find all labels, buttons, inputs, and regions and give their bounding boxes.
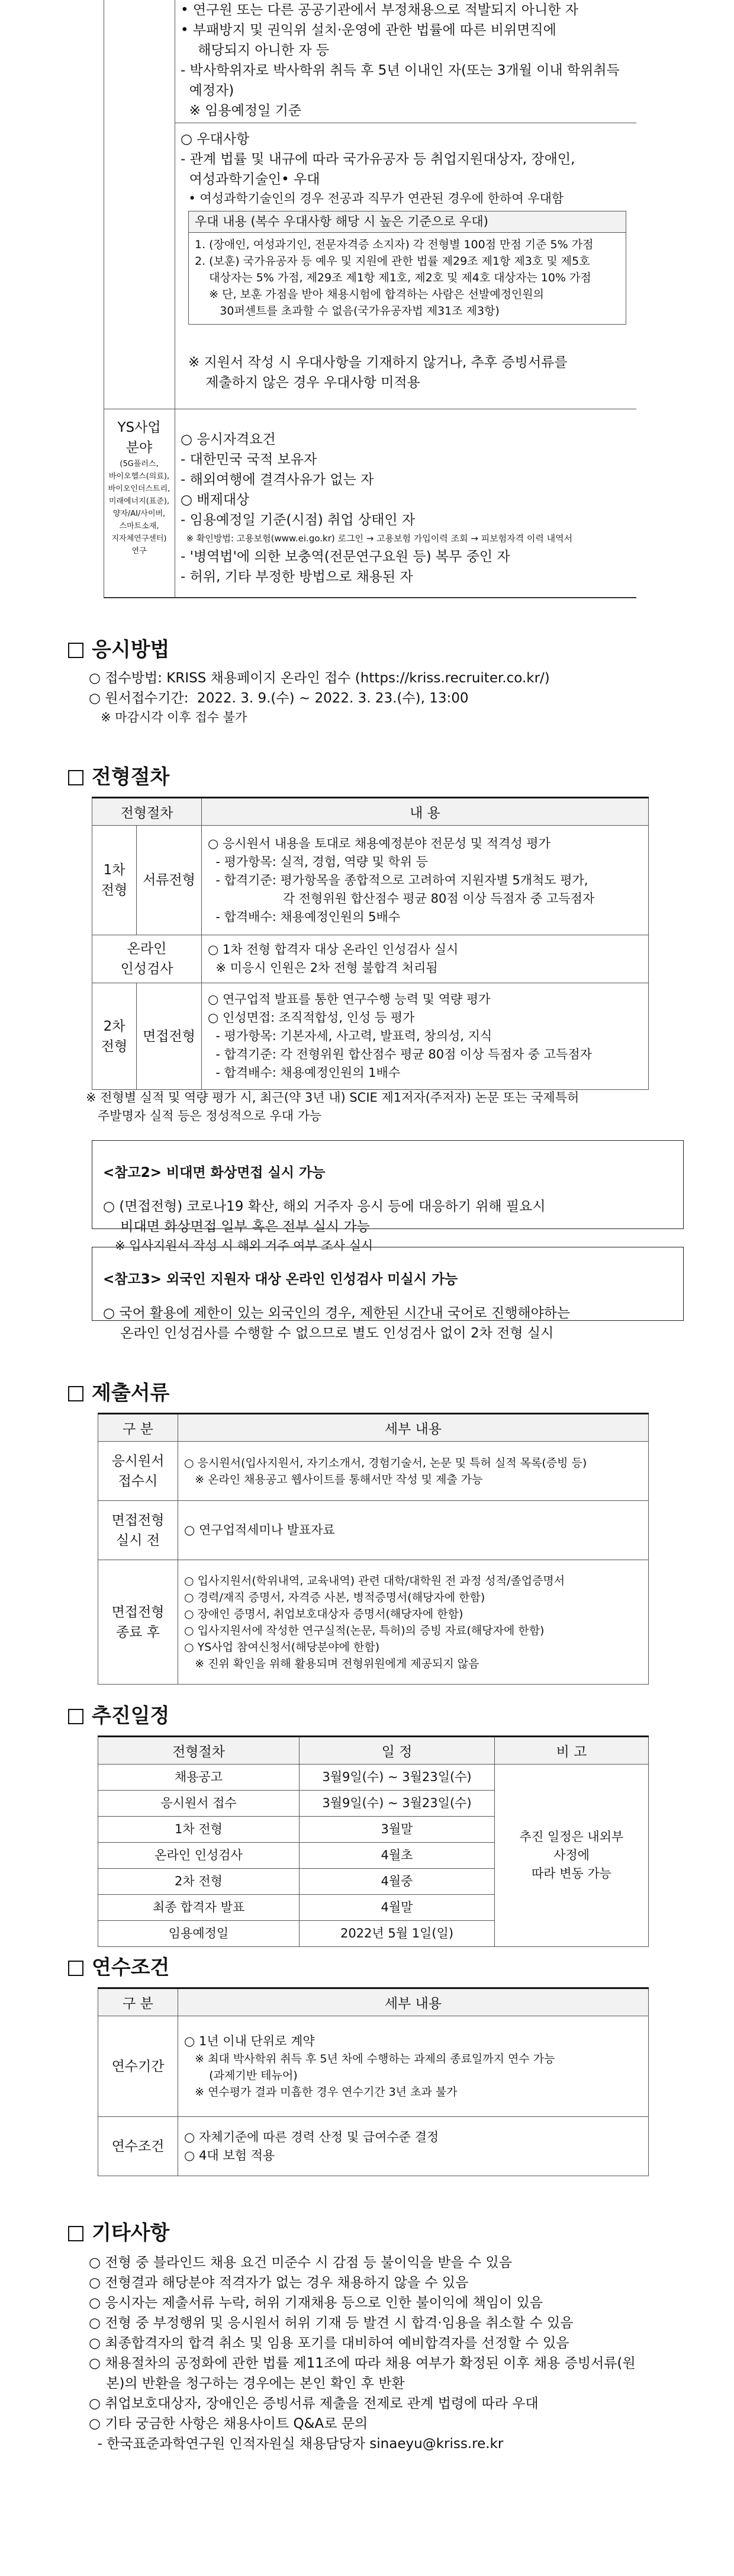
reference-box-3 (92, 1247, 684, 1341)
text-line: - 합격기준: 평가항목을 종합적으로 고려하여 지원자별 5개척도 평가, (208, 872, 588, 887)
text-line: ○ 전형 중 블라인드 채용 요건 미준수 시 감점 등 불이익을 받을 수 있음 (89, 2255, 512, 2270)
text-line: 면접전형 (143, 1028, 195, 1044)
text-line: ○ 취업보호대상자, 장애인은 증빙서류 제출을 전제로 관계 법령에 따라 우대 (89, 2396, 539, 2411)
text-line: 인성검사 (120, 961, 173, 977)
preference-section (181, 129, 575, 208)
checkbox-square-icon (68, 1709, 83, 1724)
text-line: ○ 인성면접: 조직적합성, 인성 등 평가 (208, 1010, 415, 1025)
text-line: 실시 전 (116, 1532, 160, 1548)
reference-title: <참고2> 비대면 화상면접 실시 가능 (103, 1165, 326, 1180)
text-line: 지자체연구센터) (111, 534, 167, 543)
qualification-table (0, 0, 734, 598)
qualification-lines (181, 0, 620, 121)
text-line: ※ 진위 확인을 위해 활용되며 전형위원에게 제공되지 않음 (184, 1657, 479, 1670)
text-line: - 합격기준: 각 전형위원 합산점수 평균 80점 이상 득점자 중 고득점자 (208, 1047, 592, 1061)
table-cell: 4월초 (300, 1843, 495, 1869)
text-line: - '병역법'에 의한 보충역(전문연구요원 등) 복무 중인 자 (181, 549, 510, 564)
text-line: ※ 확인방법: 고용보험(www.ei.go.kr) 로그인 → 고용보험 가입이력 조회 → 피보험자격 이력 내역서 (181, 533, 573, 544)
text-line: ○ 응시원서(입사지원서, 자기소개서, 경험기술서, 논문 및 특허 실적 목록(증빙 등) (184, 1456, 587, 1470)
text-line: 종료 후 (116, 1624, 160, 1640)
text-line: ※ 미응시 인원은 2차 전형 불합격 처리됨 (208, 961, 438, 975)
text-line: - 관계 법률 및 내규에 따라 국가유공자 등 취업지원대상자, 장애인, (181, 152, 575, 167)
text-line: - 평가항목: 실적, 경험, 역량 및 학위 등 (208, 854, 429, 869)
text-line: ○ 응시자격요건 (181, 432, 276, 447)
text-line: 전형 (101, 883, 128, 898)
reference-box-2 (92, 1140, 684, 1253)
table-row (98, 1765, 649, 1791)
section-title-terms (68, 1955, 169, 1981)
schedule-table (98, 1735, 649, 1947)
section-title-text: 추진일정 (92, 1704, 170, 1728)
ys-lines (181, 429, 572, 587)
table-cell: 임용예정일 (98, 1921, 300, 1947)
text-line: ○ 연구업적 발표를 통한 연구수행 능력 및 역량 평가 (208, 992, 491, 1006)
text-line: YS사업 (117, 420, 161, 435)
text-line: - 대한민국 국적 보유자 (181, 452, 317, 467)
text-line: ○ 연구업적세미나 발표자료 (184, 1523, 335, 1537)
text-line: 바이오헬스(의료), (108, 472, 170, 481)
table-cell: 4월중 (300, 1869, 495, 1895)
text-line: 주발명자 실적 등은 정성적으로 우대 가능 (86, 1109, 322, 1123)
table-cell: 1차 전형 (98, 1817, 300, 1843)
type-cell (137, 826, 202, 935)
table-header: 내 용 (202, 798, 649, 826)
text-line: ○ 경력/재직 증명서, 자격증 사본, 병적증명서(해당자에 한함) (184, 1590, 485, 1604)
text-line: ○ 최종합격자의 합격 취소 및 임용 포기를 대비하여 예비합격자를 선정할 수 있음 (89, 2336, 569, 2351)
table-cell: 4월말 (300, 1895, 495, 1921)
text-line: - 박사학위자로 박사학위 취득 후 5년 이내인 자(또는 3개월 이내 학위취득 (181, 63, 620, 78)
preference-box (188, 211, 626, 325)
process-table (92, 797, 649, 1090)
checkbox-square-icon (68, 1961, 83, 1976)
table-header: 비 고 (495, 1737, 649, 1765)
section-title-docs (68, 1380, 169, 1406)
text-line: 여성과학기술인• 우대 (181, 172, 320, 187)
docs-table (98, 1413, 649, 1685)
text-line: - 한국표준과학연구원 인적자원실 채용담당자 sinaeyu@kriss.re.kr (89, 2436, 504, 2452)
text-line: 온라인 (127, 941, 167, 957)
text-line: (5G플러스, (120, 460, 159, 469)
table-header: 세부 내용 (178, 1988, 649, 2016)
text-line: - 평가항목: 기본자세, 사고력, 발표력, 창의성, 지식 (208, 1029, 492, 1043)
text-line: ○ 응시원서 내용을 토대로 채용예정분야 전문성 및 적격성 평가 (208, 836, 550, 851)
text-line: ○ 원서접수기간: 2022. 3. 9.(수) ~ 2022. 3. 23.(수), 13:00 (89, 691, 469, 706)
table-header: 구 분 (98, 1414, 178, 1442)
reference-title: <참고3> 외국인 지원자 대상 온라인 인성검사 미실시 가능 (103, 1272, 458, 1287)
table-header: 전형절차 (92, 798, 202, 826)
text-line: ※ 단, 보훈 가점을 받아 채용시험에 합격하는 사람은 선발예정인원의 (195, 288, 544, 301)
table-cell: 채용공고 (98, 1765, 300, 1791)
text-line: 연수기간 (111, 2058, 165, 2074)
text-line: ○ 입사지원서(학위내역, 교육내역) 관련 대학/대학원 전 과정 성적/졸업증명서 (184, 1574, 565, 1587)
text-line: 온라인 인성검사를 수행할 수 없으므로 별도 인성검사 없이 2차 전형 실시 (103, 1326, 554, 1341)
checkbox-square-icon (68, 2226, 83, 2241)
section-title-text: 기타사항 (92, 2221, 170, 2245)
schedule-remark (495, 1765, 649, 1947)
text-line: ※ 연수평가 결과 미흡한 경우 연수기간 3년 초과 불가 (184, 2086, 458, 2099)
table-cell: 3월말 (300, 1817, 495, 1843)
process-note (86, 1089, 579, 1125)
text-line: 예정자) (181, 83, 234, 98)
stage-cell (92, 935, 202, 983)
text-line: 사정에 (553, 1848, 590, 1862)
stage-cell (92, 983, 137, 1090)
section-title-process (68, 764, 169, 790)
type-cell (137, 983, 202, 1090)
text-line: 2차 (103, 1018, 125, 1034)
text-line: 해당되지 아니한 자 등 (181, 43, 330, 58)
text-line: 접수시 (118, 1473, 158, 1489)
apply-lines (89, 668, 550, 727)
table-cell: 최종 합격자 발표 (98, 1895, 300, 1921)
text-line: ○ 전형 중 부정행위 및 응시원서 허위 기재 등 발견 시 합격·임용을 취소할 수 있음 (89, 2315, 574, 2331)
text-line: ○ 접수방법: KRISS 채용페이지 온라인 접수 (https://kriss.recruiter.co.kr/) (89, 671, 550, 686)
text-line: 스마트소재, (119, 522, 159, 531)
text-line: ○ 우대사항 (181, 131, 250, 147)
text-line: ○ 입사지원서에 작성한 연구실적(논문, 특허)의 증빙 자료(해당자에 한함) (184, 1624, 545, 1637)
stage-cell (92, 826, 137, 935)
text-line: 면접전형 (111, 1512, 165, 1528)
terms-table (98, 1987, 649, 2176)
text-line: ※ 입사지원서 작성 시 해외 거주 여부 조사 실시 (103, 1239, 374, 1253)
text-line: 제출하지 않은 경우 우대사항 미적용 (188, 375, 420, 390)
table-cell: 2022년 5월 1일(일) (300, 1921, 495, 1947)
text-line: ○ 1년 이내 단위로 계약 (184, 2034, 315, 2048)
text-line: 각 전형위원 합산점수 평균 80점 이상 득점자 중 고득점자 (208, 891, 595, 906)
table-row (98, 1442, 649, 1501)
section-title-text: 제출서류 (92, 1381, 170, 1405)
text-line: 2. (보훈) 국가유공자 등 예우 및 지원에 관한 법률 제29조 제1항 제3호 및 제5호 (195, 255, 590, 268)
text-line: ○ 배제대상 (181, 492, 250, 508)
ys-label (104, 418, 175, 557)
table-header: 전형절차 (98, 1737, 300, 1765)
text-line: 서류전형 (143, 872, 195, 888)
text-line: 면접전형 (111, 1604, 165, 1620)
table-row (98, 1501, 649, 1560)
preference-box-header: 우대 내용 (복수 우대사항 해당 시 높은 기준으로 우대) (195, 214, 488, 229)
text-line: 본)의 반환을 청구하는 경우에는 본인 확인 후 반환 (89, 2376, 405, 2391)
table-cell: 온라인 인성검사 (98, 1843, 300, 1869)
text-line: ※ 지원서 작성 시 우대사항을 기재하지 않거나, 추후 증빙서류를 (188, 355, 568, 370)
text-line: ○ 국어 활용에 제한이 있는 외국인의 경우, 제한된 시간내 국어로 진행해야하는 (103, 1305, 571, 1321)
text-line: 연수조건 (111, 2138, 165, 2154)
text-line: ※ 전형별 실적 및 역량 평가 시, 최근(약 3년 내) SCIE 제1저자(주저자) 논문 또는 국제특허 (86, 1090, 580, 1105)
table-cell: 3월9일(수) ~ 3월23일(수) (300, 1765, 495, 1791)
table-cell: 2차 전형 (98, 1869, 300, 1895)
text-line: ○ 기타 궁금한 사항은 채용사이트 Q&A로 문의 (89, 2416, 368, 2431)
section-title-schedule (68, 1703, 169, 1729)
text-line: ○ 4대 보험 적용 (184, 2148, 275, 2163)
text-line: - 합격배수: 채용예정인원의 1배수 (208, 1066, 401, 1080)
table-row (98, 1560, 649, 1685)
text-line: ○ YS사업 참여신청서(해당분야에 한함) (184, 1640, 380, 1654)
text-line: 양자/AI/사이버, (112, 509, 166, 518)
section-title-etc (68, 2220, 169, 2246)
content-cell (202, 935, 649, 983)
table-row (98, 2117, 649, 2176)
text-line: ○ 응시자는 제출서류 누락, 허위 기재채용 등으로 인한 불이익에 책임이 있음 (89, 2295, 543, 2311)
text-line: 대상자는 5% 가점, 제29조 제1항 제1호, 제2호 및 제4호 대상자는 10% 가점 (195, 271, 591, 284)
content-cell (202, 826, 649, 935)
table-header: 세부 내용 (178, 1414, 649, 1442)
checkbox-square-icon (68, 1386, 83, 1401)
section-title-text: 전형절차 (92, 765, 170, 789)
table-header: 구 분 (98, 1988, 178, 2016)
text-line: - 임용예정일 기준(시점) 취업 상태인 자 (181, 512, 416, 528)
text-line: ○ 전형결과 해당분야 적격자가 없는 경우 채용하지 않을 수 있음 (89, 2275, 469, 2291)
text-line: 1. (장애인, 여성과기인, 전문자격증 소지자) 각 전형별 100점 만점 기준 5% 가점 (195, 238, 594, 251)
text-line: ○ 1차 전형 합격자 대상 온라인 인성검사 실시 (208, 942, 459, 957)
text-line: 바이오인더스트리, (108, 485, 170, 493)
text-line: 따라 변동 가능 (531, 1866, 612, 1881)
section-title-apply (68, 637, 169, 663)
text-line: 30퍼센트를 초과할 수 없음(국가유공자법 제31조 제3항) (195, 304, 500, 317)
checkbox-square-icon (68, 770, 83, 785)
text-line: 미래에너지(표준), (108, 497, 170, 506)
text-line: • 부패방지 및 권익위 설치·운영에 관한 법률에 따른 비위면직에 (181, 23, 556, 38)
text-line: ※ 마감시각 이후 접수 불가 (89, 710, 247, 724)
etc-lines (89, 2253, 636, 2454)
text-line: • 연구원 또는 다른 공공기관에서 부정채용으로 적발되지 아니한 자 (181, 2, 578, 18)
text-line: ○ (면접전형) 코로나19 확산, 해외 거주자 응시 등에 대응하기 위해 필요시 (103, 1199, 546, 1214)
section-title-text: 응시방법 (92, 638, 170, 662)
text-line: • 여성과학기술인의 경우 전공과 직무가 연관된 경우에 한하여 우대함 (181, 191, 564, 206)
text-line: 비대면 화상면접 일부 혹은 전부 실시 가능 (103, 1219, 370, 1234)
content-cell (202, 983, 649, 1090)
table-header: 일 정 (300, 1737, 495, 1765)
text-line: 전형 (101, 1038, 128, 1054)
preference-note (188, 352, 568, 393)
text-line: 응시원서 (111, 1453, 165, 1469)
text-line: 연구 (131, 547, 147, 556)
text-line: ※ 임용예정일 기준 (181, 103, 302, 118)
text-line: ※ 온라인 채용공고 웹사이트를 통해서만 작성 및 제출 가능 (184, 1473, 483, 1486)
text-line: 추진 일정은 내외부 (519, 1830, 624, 1844)
text-line: - 해외여행에 결격사유가 없는 자 (181, 472, 374, 487)
text-line: ○ 채용절차의 공정화에 관한 법률 제11조에 따라 채용 여부가 확정된 이후 채용 증빙서류(원 (89, 2356, 636, 2371)
text-line: - 허위, 기타 부정한 방법으로 채용된 자 (181, 569, 413, 585)
text-line: 분야 (125, 440, 153, 455)
section-title-text: 연수조건 (92, 1956, 170, 1980)
text-line: (과제기반 테뉴어) (184, 2069, 298, 2082)
text-line: - 합격배수: 채용예정인원의 5배수 (208, 909, 401, 924)
table-row (98, 2016, 649, 2117)
text-line: 1차 (103, 862, 125, 878)
text-line: ※ 최대 박사학위 취득 후 5년 차에 수행하는 과제의 종료일까지 연수 가능 (184, 2052, 555, 2065)
checkbox-square-icon (68, 643, 83, 658)
table-cell: 3월9일(수) ~ 3월23일(수) (300, 1791, 495, 1817)
text-line: ○ 장애인 증명서, 취업보호대상자 증명서(해당자에 한함) (184, 1607, 463, 1621)
table-cell: 응시원서 접수 (98, 1791, 300, 1817)
text-line: ○ 자체기준에 따른 경력 산정 및 급여수준 결정 (184, 2129, 439, 2144)
